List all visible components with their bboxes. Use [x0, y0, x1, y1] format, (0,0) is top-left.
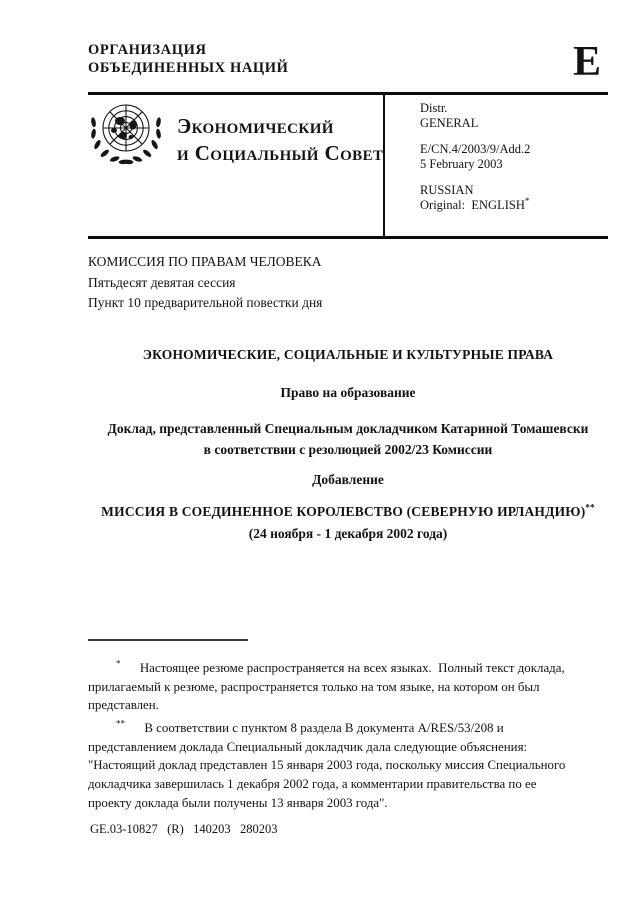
report-title-line1: Доклад, представленный Специальным докладчиком Катариной Томашевски: [107, 421, 589, 436]
footnote-1-text: Настоящее резюме распространяется на всех языках. Полный текст доклада, прилагаемый к резюме, распространяется только на том языке, на котором он был представлен.: [88, 660, 568, 713]
un-org-name-line2: ОБЪЕДИНЕННЫХ НАЦИЙ: [88, 59, 289, 76]
un-org-name-line1: ОРГАНИЗАЦИЯ: [88, 42, 207, 58]
mission-title-text: МИССИЯ В СОЕДИНЕННОЕ КОРОЛЕВСТВО (СЕВЕРНУЮ ИРЛАНДИЮ): [101, 504, 586, 519]
original-footnote-marker: *: [524, 195, 530, 206]
masthead-divider: [383, 95, 385, 236]
doc-processing-code: GE.03-10827 (R) 140203 280203: [90, 822, 278, 836]
report-title-line2: в соответствии с резолюцией 2002/23 Комиссии: [203, 441, 493, 457]
subtitle: Право на образование: [280, 385, 416, 400]
footnote-2-text: В соответствии с пунктом 8 раздела В документа A/RES/53/208 и представлением доклада Специальный докладчик дала следующие объяснения: "Настоящий доклад представлен 15 января 2003 года, поскольку миссия Специального докладчика завершилась 1 декабря 2002 года, а комментарии правительства по ее проекту доклада были получены 13 января 2003 года".: [88, 720, 569, 811]
un-emblem-icon: [86, 97, 166, 176]
doc-language: RUSSIAN: [420, 183, 474, 197]
footnote-1-marker: *: [116, 658, 121, 669]
footnote-1: [88, 659, 572, 715]
footnote-2-marker: **: [116, 718, 125, 729]
doc-symbol: E/CN.4/2003/9/Add.2: [420, 142, 531, 156]
council-title-line2: и Социальный Совет: [177, 141, 384, 165]
footnote-separator: [88, 639, 248, 641]
distr-label: Distr.: [420, 101, 448, 115]
distr-value: GENERAL: [420, 115, 479, 130]
masthead-top-rule: [88, 92, 608, 95]
original-language: [420, 195, 530, 213]
agenda-item-line: Пункт 10 предварительной повестки дня: [88, 295, 323, 311]
original-language-text: Original: ENGLISH: [420, 197, 525, 212]
masthead-bottom-rule: [88, 236, 608, 239]
addendum-label: Добавление: [312, 472, 384, 487]
doc-series-letter: E: [572, 39, 601, 85]
session-line: Пятьдесят девятая сессия: [88, 274, 236, 290]
session-block: [88, 252, 322, 314]
mission-footnote-marker: **: [585, 502, 595, 513]
council-title-line1: Экономический: [177, 114, 334, 138]
mission-title: [88, 502, 608, 523]
distribution-block: [420, 101, 530, 224]
main-title: ЭКОНОМИЧЕСКИЕ, СОЦИАЛЬНЫЕ И КУЛЬТУРНЫЕ ПРАВА: [142, 347, 554, 362]
mission-dates: (24 ноября - 1 декабря 2002 года): [248, 526, 448, 541]
un-org-name: [88, 42, 289, 77]
footnote-2: [88, 719, 576, 813]
doc-date: 5 February 2003: [420, 156, 503, 171]
report-title: [88, 419, 608, 460]
commission-name: КОМИССИЯ ПО ПРАВАМ ЧЕЛОВЕКА: [88, 254, 322, 269]
council-title: [177, 113, 383, 167]
